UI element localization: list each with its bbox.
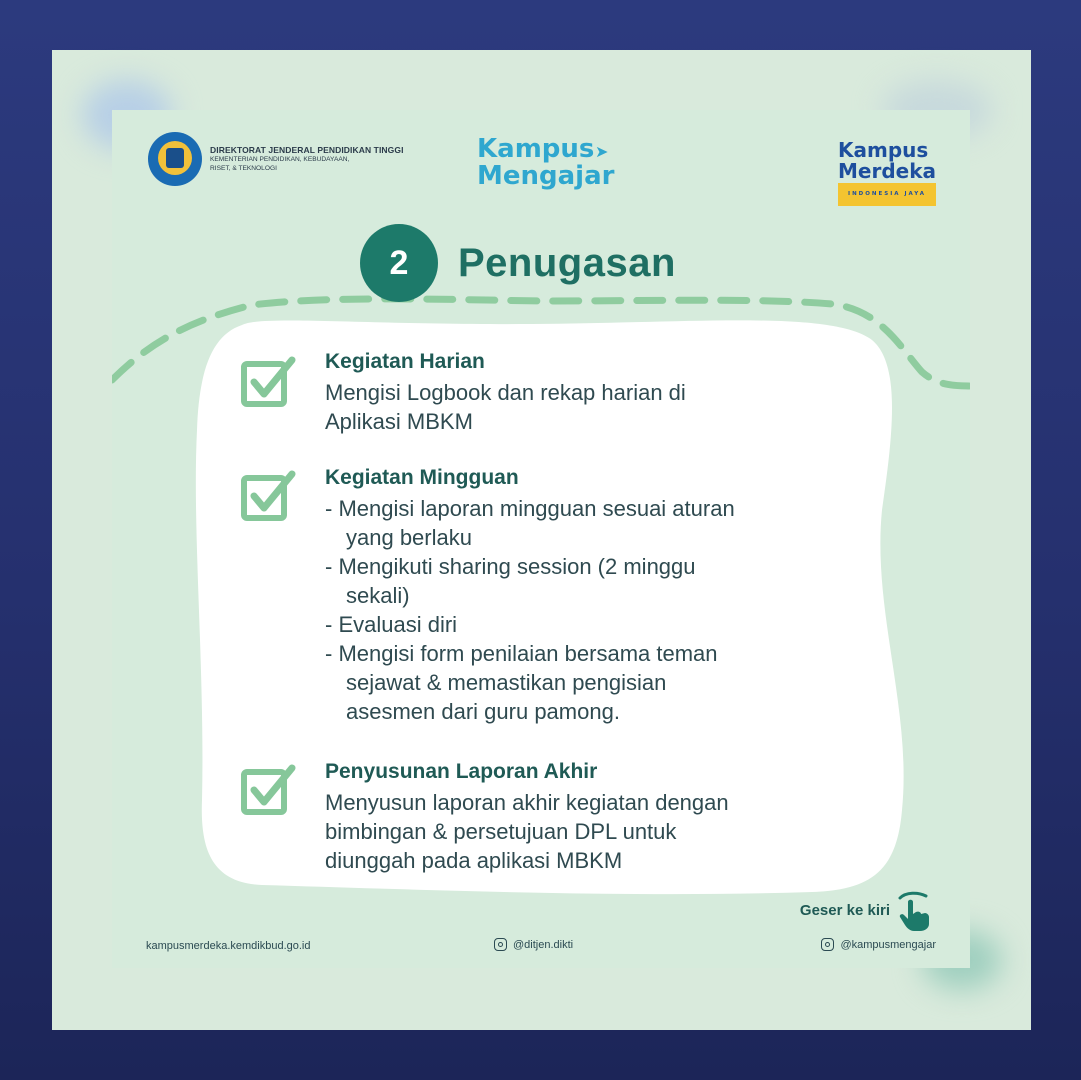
dikti-text — [210, 145, 404, 173]
section-heading: Penyusunan Laporan Akhir — [325, 760, 598, 783]
swipe-label: Geser ke kiri — [799, 901, 890, 919]
dikti-line2: KEMENTERIAN PENDIDIKAN, KEBUDAYAAN, — [210, 156, 350, 163]
section-line: Menyusun laporan akhir kegiatan dengan — [325, 790, 729, 815]
tut-wuri-emblem-icon — [148, 132, 202, 186]
section-title — [360, 224, 676, 302]
footer-instagram-kampusmengajar[interactable] — [821, 938, 936, 951]
section-line: sekali) — [346, 583, 410, 608]
section-kegiatan-harian — [325, 350, 686, 436]
checkbox-check-icon — [240, 466, 300, 526]
section-line: sejawat & memastikan pengisian — [346, 670, 667, 695]
section-line: yang berlaku — [346, 525, 472, 550]
instagram-icon — [494, 938, 507, 951]
footer-ig-km-handle: @kampusmengajar — [840, 938, 936, 951]
section-laporan-akhir — [325, 760, 729, 875]
section-line: - Evaluasi diri — [325, 612, 458, 637]
checkbox-check-icon — [240, 352, 300, 412]
kmer-tag: INDONESIA JAYA — [838, 183, 936, 206]
kampus-merdeka-logo — [838, 140, 936, 206]
kmer-line1: Kampus — [837, 138, 929, 162]
kampus-mengajar-logo — [477, 136, 614, 190]
section-line: bimbingan & persetujuan DPL untuk — [325, 819, 677, 844]
section-line: - Mengisi form penilaian bersama teman — [325, 641, 718, 666]
footer-instagram-dikti[interactable] — [494, 938, 573, 951]
paper-plane-icon: ➤ — [595, 142, 609, 161]
post-card — [112, 110, 970, 968]
section-line: asesmen dari guru pamong. — [346, 699, 620, 724]
kmer-line2: Merdeka — [837, 159, 936, 183]
swipe-hint[interactable] — [800, 888, 934, 932]
footer-website[interactable]: kampusmerdeka.kemdikbud.go.id — [146, 940, 311, 952]
section-line: Aplikasi MBKM — [325, 409, 473, 434]
section-kegiatan-mingguan — [325, 466, 735, 726]
instagram-icon — [821, 938, 834, 951]
section-line: - Mengisi laporan mingguan sesuai aturan — [325, 496, 735, 521]
section-line: - Mengikuti sharing session (2 minggu — [325, 554, 696, 579]
dikti-header — [148, 132, 404, 186]
checkbox-check-icon — [240, 760, 300, 820]
km-logo-line1: Kampus — [477, 134, 595, 164]
page-title: Penugasan — [458, 240, 676, 285]
dikti-line1: DIREKTORAT JENDERAL PENDIDIKAN TINGGI — [210, 145, 404, 155]
swipe-hand-icon — [896, 888, 934, 932]
footer-ig-dikti-handle: @ditjen.dikti — [513, 938, 574, 951]
section-heading: Kegiatan Harian — [325, 350, 485, 373]
section-line: diunggah pada aplikasi MBKM — [325, 848, 623, 873]
section-line: Mengisi Logbook dan rekap harian di — [325, 380, 686, 405]
footer — [112, 940, 970, 958]
section-heading: Kegiatan Mingguan — [325, 466, 519, 489]
dikti-line3: RISET, & TEKNOLOGI — [210, 165, 277, 172]
step-number-badge: 2 — [360, 224, 438, 302]
km-logo-line2: Mengajar — [477, 161, 615, 191]
